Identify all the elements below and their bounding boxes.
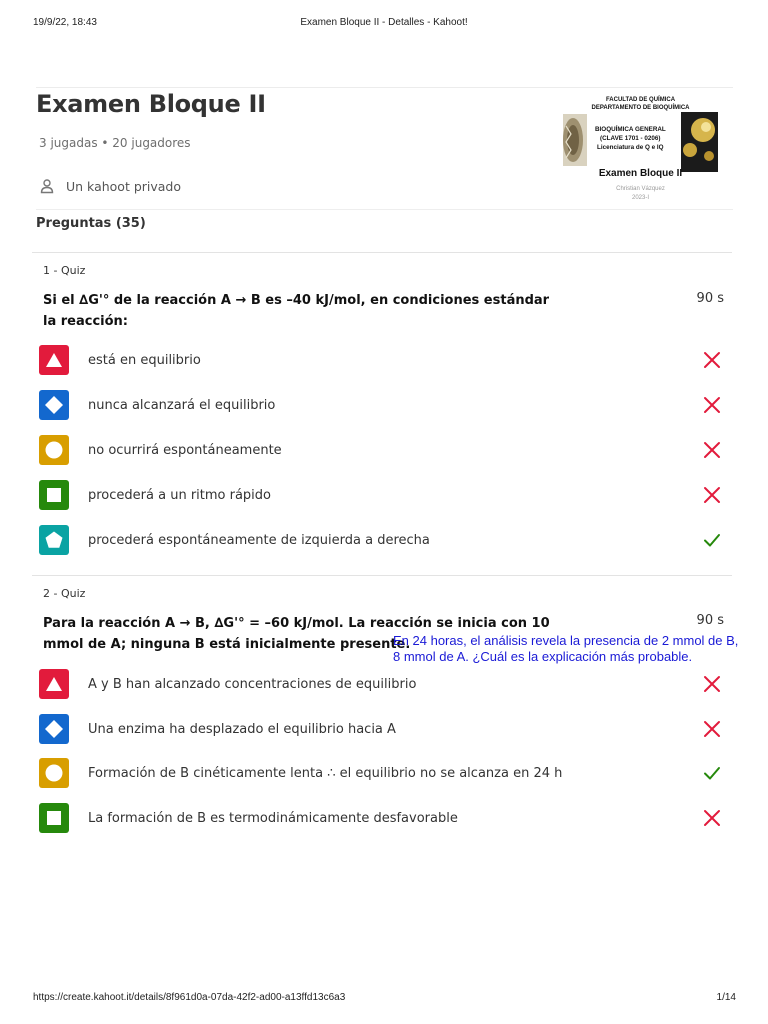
cover-term: 2023-I [631, 195, 649, 201]
answer-shape [39, 803, 69, 833]
header-divider [36, 209, 733, 210]
wrong-icon [701, 394, 723, 416]
wrong-icon [701, 484, 723, 506]
answer-shape [39, 669, 69, 699]
diamond-icon [44, 719, 64, 739]
cover-faculty: FACULTAD DE QUÍMICA [605, 97, 676, 103]
print-date: 19/9/22, 18:43 [33, 17, 97, 28]
triangle-icon [45, 352, 63, 368]
answer-option [39, 668, 725, 700]
correct-icon [701, 762, 723, 784]
question-card[interactable] [32, 252, 732, 574]
answer-option [39, 434, 725, 466]
cover-ornament-icon [681, 112, 718, 172]
answer-text: nunca alcanzará el equilibrio [88, 397, 276, 413]
wrong-icon [701, 718, 723, 740]
wrong-icon [701, 807, 723, 829]
answer-option [39, 524, 725, 556]
cover-department: DEPARTAMENTO DE BIOQUÍMICA [591, 105, 690, 111]
privacy-info [39, 176, 181, 196]
answer-shape [39, 480, 69, 510]
answer-shape [39, 345, 69, 375]
answer-shape [39, 390, 69, 420]
print-url: https://create.kahoot.it/details/8f961d0a-07da-42f2-ad00-a13ffd13c6a3 [33, 992, 346, 1003]
triangle-icon [45, 676, 63, 692]
answer-text: La formación de B es termodinámicamente desfavorable [88, 810, 458, 826]
kahoot-title: Examen Bloque II [36, 90, 266, 118]
print-title: Examen Bloque II - Detalles - Kahoot! [300, 17, 468, 28]
question-card[interactable] [32, 575, 739, 845]
cover-course: BIOQUÍMICA GENERAL [595, 126, 666, 133]
annotation-line: En 24 horas, el análisis revela la presencia de 2 mmol de B, [393, 633, 739, 648]
answer-option [39, 389, 725, 421]
answer-text: Formación de B cinéticamente lenta ∴ el equilibrio no se alcanza en 24 h [88, 765, 563, 781]
answer-option [39, 757, 725, 789]
cover-image[interactable] [563, 90, 718, 208]
question-annotation [393, 633, 765, 665]
cover-author: Christian Vázquez [616, 186, 665, 192]
wrong-icon [701, 439, 723, 461]
answer-text: está en equilibrio [88, 352, 201, 368]
square-icon [46, 487, 62, 503]
answer-shape [39, 435, 69, 465]
answer-option [39, 802, 725, 834]
print-header [0, 17, 768, 31]
cover-degree: Licenciatura de Q e IQ [597, 144, 664, 151]
circle-icon [44, 763, 64, 783]
correct-icon [701, 529, 723, 551]
annotation-line: 8 mmol de A. ¿Cuál es la explicación más probable. [393, 649, 693, 664]
answer-shape [39, 758, 69, 788]
privacy-label: Un kahoot privado [66, 178, 182, 194]
question-time: 90 s [696, 613, 724, 628]
question-time: 90 s [696, 291, 724, 306]
pentagon-icon [44, 530, 64, 550]
square-icon [46, 810, 62, 826]
answer-text: procederá a un ritmo rápido [88, 487, 271, 503]
cover-code: (CLAVE 1701 - 0206) [600, 135, 661, 142]
cover-title: Examen Bloque II [598, 168, 683, 179]
question-text: Si el ∆G'° de la reacción A → B es –40 kJ/mol, en condiciones estándar la reacción: [43, 293, 550, 329]
user-icon [39, 178, 55, 194]
top-divider [36, 87, 733, 88]
university-seal-icon [563, 114, 587, 166]
answer-option [39, 479, 725, 511]
question-text: Para la reacción A → B, ∆G'° = –60 kJ/mol. La reacción se inicia con 10 mmol de A; ninguna B está inicialmente presente. [43, 616, 550, 652]
answer-text: A y B han alcanzado concentraciones de equilibrio [88, 676, 417, 692]
answer-text: procederá espontáneamente de izquierda a derecha [88, 532, 430, 548]
wrong-icon [701, 673, 723, 695]
diamond-icon [44, 395, 64, 415]
questions-count: Preguntas (35) [36, 216, 146, 231]
question-type: 2 - Quiz [43, 587, 86, 600]
kahoot-meta: 3 jugadas • 20 jugadores [39, 136, 191, 150]
question-type: 1 - Quiz [43, 264, 86, 277]
answer-text: no ocurrirá espontáneamente [88, 442, 282, 458]
circle-icon [44, 440, 64, 460]
answer-option [39, 344, 725, 376]
answer-shape [39, 714, 69, 744]
answer-option [39, 713, 725, 745]
answer-shape [39, 525, 69, 555]
wrong-icon [701, 349, 723, 371]
print-page-number: 1/14 [716, 992, 736, 1003]
answer-text: Una enzima ha desplazado el equilibrio hacia A [88, 721, 396, 737]
